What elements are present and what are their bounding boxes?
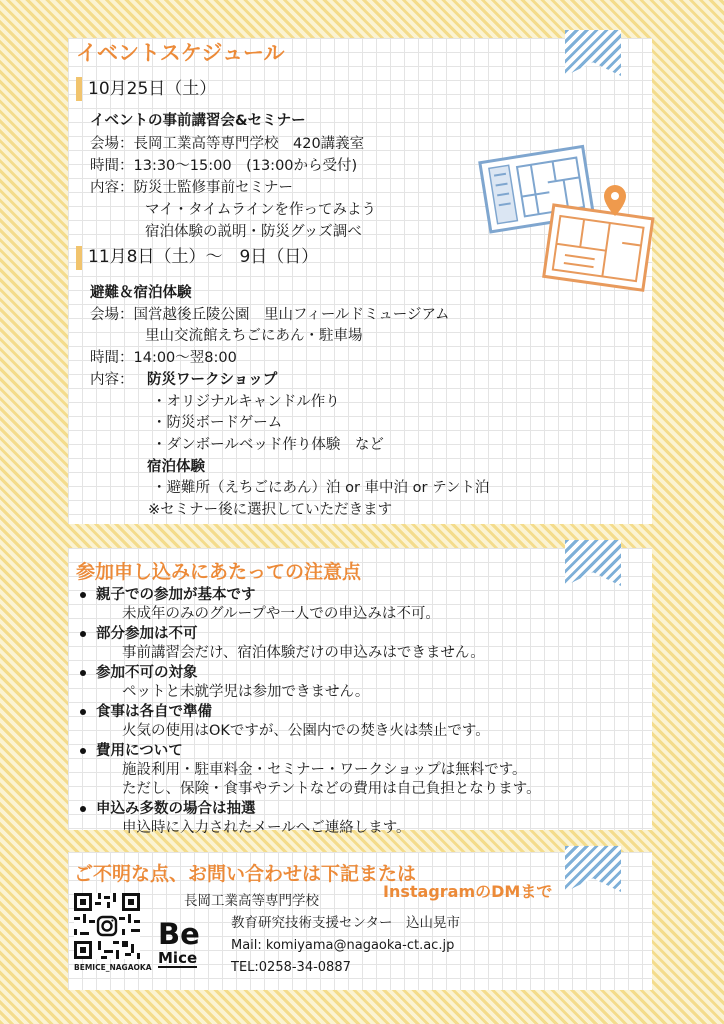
date-marker (76, 77, 82, 101)
note-detail: ただし、保険・食事やテントなどの費用は自己負担となります。 (122, 781, 541, 797)
date-marker (76, 246, 82, 270)
day1-venue: 会場：長岡工業高等専門学校 420講義室 (90, 136, 365, 152)
map-illustration-icon (476, 140, 656, 305)
note-title: 申込み多数の場合は抽選 (96, 801, 256, 817)
day1-time: 時間：13:30～15:00 (13:00から受付) (90, 158, 358, 174)
bullet-icon (80, 748, 86, 754)
note-detail: 火気の使用はOKですが、公園内での焚き火は禁止です。 (122, 723, 490, 739)
bemice-logo (156, 917, 206, 970)
logo-mice-text: Mice (158, 949, 198, 967)
bullet-icon (80, 806, 86, 812)
stay-title: 宿泊体験 (147, 459, 205, 475)
note-title: 費用について (96, 743, 183, 759)
day1-event-title: イベントの事前講習会&セミナー (90, 113, 306, 129)
note-detail: 施設利用・駐車料金・セミナー・ワークショップは無料です。 (122, 762, 527, 778)
tel-number[interactable]: TEL:0258-34-0887 (231, 960, 351, 975)
logo-be-text: Be (158, 917, 200, 951)
day2-content-label: 内容： (90, 372, 134, 388)
day2-time: 時間：14:00～翌8:00 (90, 350, 237, 366)
note-title: 親子での参加が基本です (96, 587, 256, 603)
day1-content-line: 宿泊体験の説明・防災グッズ調べ (145, 224, 362, 240)
note-title: 参加不可の対象 (96, 665, 198, 681)
note-detail: ペットと未就学児は参加できません。 (122, 684, 370, 700)
day2-venue-line: 里山交流館えちごにあん・駐車場 (145, 328, 363, 344)
schedule-heading: イベントスケジュール (76, 41, 285, 65)
note-title: 食事は各自で準備 (96, 704, 212, 720)
note-detail: 事前講習会だけ、宿泊体験だけの申込みはできません。 (122, 645, 485, 661)
notes-heading: 参加申し込みにあたっての注意点 (76, 561, 362, 583)
qr-code[interactable] (74, 893, 140, 959)
note-title: 部分参加は不可 (96, 626, 198, 642)
mail-address[interactable]: Mail: komiyama@nagaoka-ct.ac.jp (231, 938, 455, 953)
stay-item: ・避難所（えちごにあん）泊 or 車中泊 or テント泊 (152, 480, 490, 496)
day1-content-line: マイ・タイムラインを作ってみよう (145, 202, 376, 218)
bullet-icon (80, 709, 86, 715)
workshop-item: ・防災ボードゲーム (152, 415, 283, 431)
bullet-icon (80, 670, 86, 676)
qr-label: BEMICE_NAGAOKA (74, 963, 152, 972)
bullet-icon (80, 631, 86, 637)
stay-note: ※セミナー後に選択していただきます (148, 502, 393, 518)
day1-content: 内容：防災士監修事前セミナー (90, 180, 293, 196)
day1-date: 10月25日（土） (88, 79, 217, 99)
workshop-item: ・オリジナルキャンドル作り (152, 394, 340, 410)
bullet-icon (80, 592, 86, 598)
contact-heading: ご不明な点、お問い合わせは下記または (74, 863, 417, 885)
orange-map-icon (544, 205, 653, 290)
workshop-item: ・ダンボールベッド作り体験 など (152, 437, 384, 453)
note-detail: 未成年のみのグループや一人での申込みは不可。 (122, 606, 440, 622)
note-detail: 申込時に入力されたメールへご連絡します。 (122, 820, 411, 836)
instagram-note: InstagramのDMまで (383, 882, 553, 901)
qr-code-icon (74, 893, 140, 959)
org-name: 長岡工業高等専門学校 (184, 893, 319, 909)
day2-venue: 会場：国営越後丘陵公園 里山フィールドミュージアム (90, 307, 450, 323)
day2-event-title: 避難＆宿泊体験 (90, 285, 192, 301)
dept-name: 教育研究技術支援センター 込山晃市 (231, 915, 460, 931)
day2-date: 11月8日（土）～ 9日（日） (88, 247, 319, 267)
workshop-title: 防災ワークショップ (147, 372, 278, 388)
